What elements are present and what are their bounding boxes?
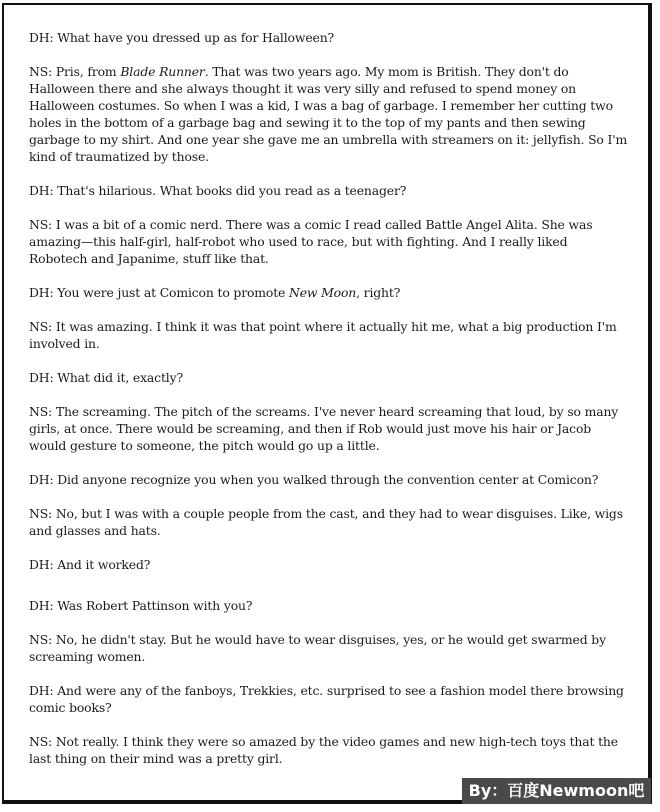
answer-disguises xyxy=(29,505,629,539)
question-text: DH: That's hilarious. What books did you read as a teenager? xyxy=(29,183,407,198)
question-halloween xyxy=(29,29,629,46)
question-text: DH: And were any of the fanboys, Trekkies, etc. surprised to see a fashion model there browsing comic books? xyxy=(29,683,624,715)
answer-text: NS: The screaming. The pitch of the screams. I've never heard screaming that loud, by so many girls, at once. There would be screaming, and then if Rob would just move his hair or Jacob would gesture to someone, the pitch would go up a little. xyxy=(29,404,619,453)
film-title: New Moon xyxy=(289,285,357,300)
question-what-did-it xyxy=(29,369,629,386)
answer-screaming xyxy=(29,403,629,454)
answer-pattinson xyxy=(29,631,629,665)
answer-text: NS: No, but I was with a couple people from the cast, and they had to wear disguises. Like, wigs and glasses and hats. xyxy=(29,506,623,538)
film-title: Blade Runner xyxy=(120,64,205,79)
answer-text: NS: It was amazing. I think it was that point where it actually hit me, what a big production I'm involved in. xyxy=(29,319,617,351)
answer-text: NS: Pris, from xyxy=(29,64,121,79)
answer-halloween xyxy=(29,63,629,165)
answer-text: NS: No, he didn't stay. But he would have to wear disguises, yes, or he would get swarmed by screaming women. xyxy=(29,632,606,664)
question-text: DH: And it worked? xyxy=(29,557,151,572)
answer-text: NS: I was a bit of a comic nerd. There was a comic I read called Battle Angel Alita. She was amazing—this half-girl, half-robot who used to race, but with fighting. And I really liked Robotech and Japanime, stuff like that. xyxy=(29,217,593,266)
question-text: DH: You were just at Comicon to promote xyxy=(29,285,289,300)
answer-text-cont: . That was two years ago. My mom is British. They don't do Halloween there and she always thought it was very silly and refused to spend money on Halloween costumes. So when I was a kid, I was a bag of garbage. I remember her cutting two holes in the bottom of a garbage bag and sewing it to the top of my pants and then sewing garbage to my shirt. And one year she gave me an umbrella with streamers on it: jellyfish. So I'm kind of traumatized by those. xyxy=(29,64,628,164)
question-worked xyxy=(29,556,629,573)
answer-comicon xyxy=(29,318,629,352)
interview-text-top xyxy=(29,29,629,586)
question-text: DH: Was Robert Pattinson with you? xyxy=(29,598,253,613)
answer-text: NS: Not really. I think they were so amazed by the video games and new high-tech toys that the last thing on their mind was a pretty girl. xyxy=(29,734,618,766)
question-text: DH: What have you dressed up as for Halloween? xyxy=(29,30,335,45)
question-recognize xyxy=(29,471,629,488)
question-fanboys xyxy=(29,682,629,716)
question-text: DH: Did anyone recognize you when you walked through the convention center at Comicon? xyxy=(29,472,599,487)
question-books xyxy=(29,182,629,199)
interview-text-bottom xyxy=(29,597,629,784)
answer-books xyxy=(29,216,629,267)
answer-fanboys xyxy=(29,733,629,767)
watermark-label: By：百度Newmoon吧 xyxy=(462,778,651,804)
question-text-cont: , right? xyxy=(356,285,401,300)
question-text: DH: What did it, exactly? xyxy=(29,370,183,385)
question-pattinson xyxy=(29,597,629,614)
question-comicon xyxy=(29,284,629,301)
